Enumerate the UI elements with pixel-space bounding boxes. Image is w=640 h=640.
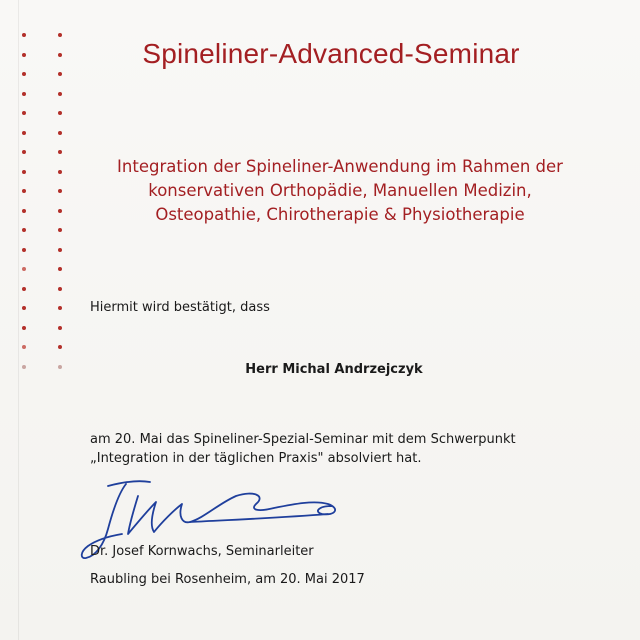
signature-stroke bbox=[190, 514, 328, 522]
completion-text bbox=[90, 430, 516, 468]
recipient-name: Herr Michal Andrzejczyk bbox=[245, 362, 423, 377]
signer-name: Dr. Josef Kornwachs, Seminarleiter bbox=[90, 544, 314, 559]
confirmation-text: Hiermit wird bestätigt, dass bbox=[90, 300, 270, 315]
subtitle-line: Osteopathie, Chirotherapie & Physiotherapie bbox=[155, 205, 525, 224]
signature-stroke bbox=[128, 494, 335, 534]
certificate-subtitle bbox=[82, 155, 598, 227]
subtitle-line: konservativen Orthopädie, Manuellen Medizin, bbox=[148, 181, 532, 200]
completion-line: am 20. Mai das Spineliner-Spezial-Seminar mit dem Schwerpunkt bbox=[90, 432, 516, 447]
signature-stroke bbox=[108, 481, 150, 486]
completion-line: „Integration in der täglichen Praxis" absolviert hat. bbox=[90, 451, 422, 466]
subtitle-line: Integration der Spineliner-Anwendung im Rahmen der bbox=[117, 157, 563, 176]
perforation-dots bbox=[22, 33, 62, 384]
place-and-date: Raubling bei Rosenheim, am 20. Mai 2017 bbox=[90, 572, 365, 587]
page-fold-line bbox=[18, 0, 19, 640]
certificate-title: Spineliner-Advanced-Seminar bbox=[142, 38, 520, 69]
